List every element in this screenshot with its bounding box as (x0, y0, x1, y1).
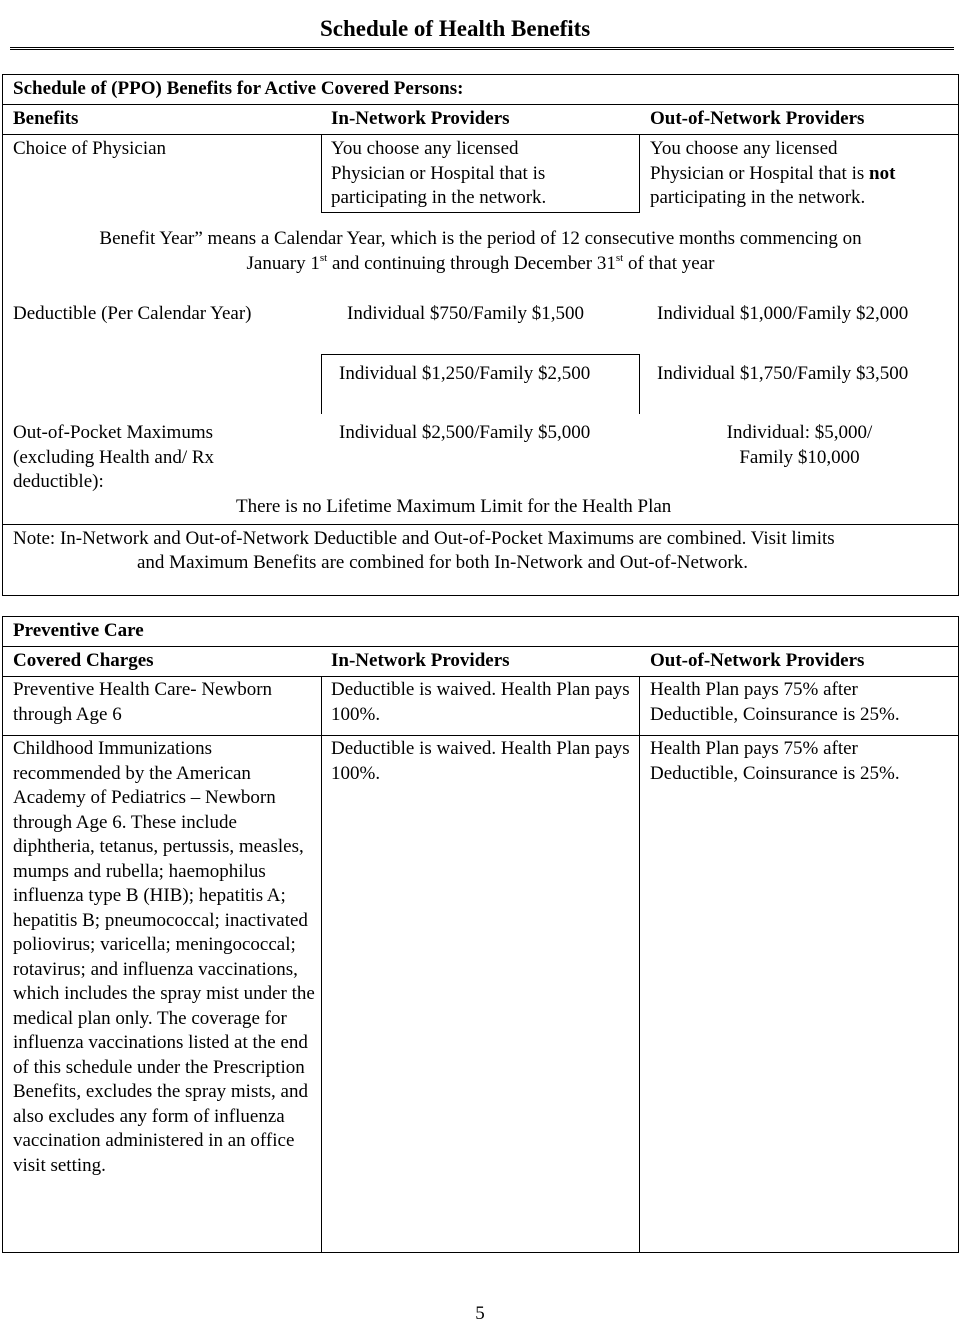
choice-in-network-line: You choose any licensed (331, 138, 519, 159)
oop-out-network-line: Family $10,000 (739, 447, 860, 468)
ppo-section-title: Schedule of (PPO) Benefits for Active Covered Persons: (13, 78, 464, 99)
preventive-row-in-network: Deductible is waived. Health Plan pays 100%. (331, 679, 630, 725)
column-divider (639, 676, 640, 1253)
oop-label-line: Out-of-Pocket Maximums (13, 422, 214, 443)
benefit-year-text: January 1 (246, 253, 320, 274)
choice-out-network-text: Physician or Hospital that is (650, 163, 870, 184)
row-divider (2, 104, 959, 105)
row-divider (2, 676, 959, 677)
preventive-header-covered-charges: Covered Charges (13, 650, 154, 671)
cell-divider (321, 354, 322, 414)
ppo-header-in-network: In-Network Providers (331, 108, 510, 129)
deductible-in-network-1: Individual $750/Family $1,500 (347, 303, 584, 324)
cell-divider (639, 134, 640, 212)
choice-out-network-line (650, 162, 895, 187)
choice-of-physician-label: Choice of Physician (13, 138, 167, 159)
cell-divider (639, 354, 640, 414)
benefit-year-text: of that year (623, 253, 715, 274)
choice-out-network-emphasis: not (869, 163, 896, 184)
page-title: Schedule of Health Benefits (320, 16, 591, 41)
benefit-year-definition: Benefit Year” means a Calendar Year, which is the period of 12 consecutive months commencing on (99, 228, 862, 249)
row-divider (2, 735, 959, 736)
preventive-section-title: Preventive Care (13, 620, 144, 641)
ordinal-suffix: st (615, 252, 624, 264)
ppo-header-benefits: Benefits (13, 108, 79, 129)
choice-out-network-line: You choose any licensed (650, 138, 838, 159)
row-divider (2, 524, 959, 525)
column-divider (321, 676, 322, 1253)
choice-in-network-line: Physician or Hospital that is (331, 163, 546, 184)
row-divider (2, 646, 959, 647)
combined-limits-note-cont: and Maximum Benefits are combined for both In-Network and Out-of-Network. (137, 552, 748, 573)
immunizations-row-in-network: Deductible is waived. Health Plan pays 100%. (331, 738, 630, 784)
combined-limits-note: Note: In-Network and Out-of-Network Deductible and Out-of-Pocket Maximums are combined. Visit limits (13, 528, 835, 549)
ordinal-suffix: st (319, 252, 328, 264)
cell-divider (321, 212, 640, 213)
lifetime-maximum-statement: There is no Lifetime Maximum Limit for the Health Plan (236, 496, 672, 517)
title-divider (10, 47, 954, 50)
preventive-header-in-network: In-Network Providers (331, 650, 510, 671)
deductible-label: Deductible (Per Calendar Year) (13, 303, 252, 324)
preventive-header-out-network: Out-of-Network Providers (650, 650, 865, 671)
cell-divider (321, 134, 322, 212)
ppo-header-out-network: Out-of-Network Providers (650, 108, 865, 129)
deductible-out-network-2: Individual $1,750/Family $3,500 (657, 363, 909, 384)
oop-label-line: (excluding Health and/ Rx (13, 447, 215, 468)
benefit-year-text: and continuing through December 31 (327, 253, 616, 274)
preventive-row-charge: Preventive Health Care- Newborn through Age 6 (13, 679, 273, 725)
oop-label-line: deductible): (13, 471, 104, 492)
cell-divider (321, 354, 640, 355)
immunizations-row-out-network: Health Plan pays 75% after Deductible, Coinsurance is 25%. (650, 738, 900, 784)
preventive-row-out-network: Health Plan pays 75% after Deductible, Coinsurance is 25%. (650, 679, 900, 725)
immunizations-row-charge: Childhood Immunizations recommended by the American Academy of Pediatrics – Newborn through Age 6. These include diphtheria, tetanus, pertussis, measles, mumps and rubella; haemophilus influenza type B (HIB); hepatitis A; hepatitis B; pneumococcal; inactivated poliovirus; varicella; meningococcal; rotavirus; and influenza vaccinations, which includes the spray mist under the medical plan only. The coverage for influenza vaccinations listed at the end of this schedule under the Prescription Benefits, excludes the spray mists, and also excludes any form of influenza vaccination administered in an office visit setting. (13, 738, 315, 1176)
choice-out-network-line: participating in the network. (650, 187, 866, 208)
oop-out-network-line: Individual: $5,000/ (726, 422, 873, 443)
row-divider (2, 134, 959, 135)
deductible-in-network-2: Individual $1,250/Family $2,500 (339, 363, 591, 384)
deductible-out-network-1: Individual $1,000/Family $2,000 (657, 303, 909, 324)
oop-in-network: Individual $2,500/Family $5,000 (339, 422, 591, 443)
benefit-year-definition-cont (2, 252, 959, 277)
choice-in-network-line: participating in the network. (331, 187, 547, 208)
page-number: 5 (475, 1303, 485, 1324)
